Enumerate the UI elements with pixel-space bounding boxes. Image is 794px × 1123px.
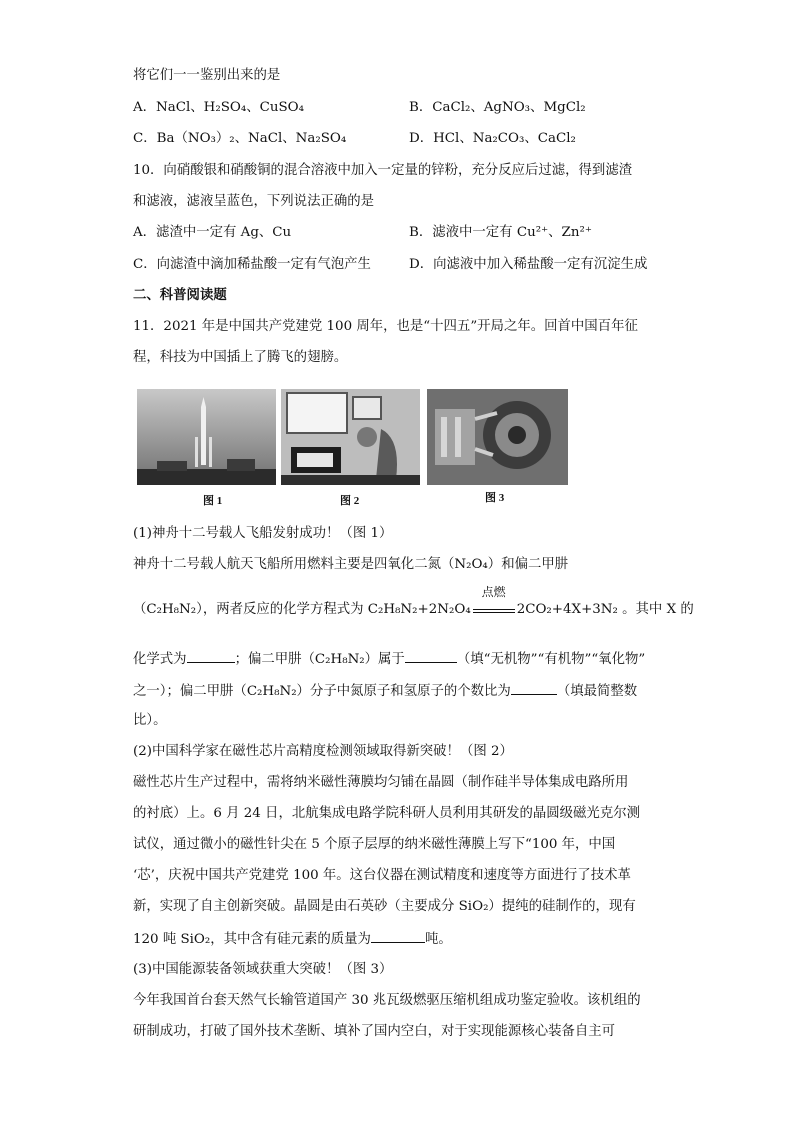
q10-stem-line1: 10．向硝酸银和硝酸铜的混合溶液中加入一定量的锌粉，充分反应后过滤，得到滤渣 (133, 163, 633, 178)
figure-1-caption: 图 1 (203, 495, 223, 507)
q9-option-b: B．CaCl₂、AgNO₃、MgCl₂ (409, 100, 586, 115)
reaction-condition: 点燃 (481, 585, 506, 599)
equation-products: 2CO₂+4X+3N₂ 。其中 X 的 (516, 602, 694, 617)
figure-3-caption: 图 3 (485, 492, 505, 504)
intro-text: 将它们一一鉴别出来的是 (133, 68, 281, 83)
q11-part1-line4 (133, 680, 637, 702)
figure-2-caption: 图 2 (340, 495, 360, 507)
prompt-atom-ratio: 之一）；偏二甲肼（C₂H₈N₂）分子中氮原子和氢原子的个数比为 (133, 684, 511, 699)
q11-part1-title: (1)神舟十二号载人飞船发射成功！（图 1） (133, 526, 393, 541)
q11-part2-line6 (133, 928, 452, 950)
prompt-silicon-mass: 120 吨 SiO₂，其中含有硅元素的质量为 (133, 932, 371, 947)
ratio-hint: （填最简整数 (556, 684, 638, 699)
q11-part1-line3 (133, 648, 645, 670)
q11-part1-line1: 神舟十二号载人航天飞船所用燃料主要是四氧化二氮（N₂O₄）和偏二甲肼 (133, 557, 569, 572)
q9-option-c: C．Ba（NO₃）₂、NaCl、Na₂SO₄ (133, 131, 347, 146)
unit-ton: 吨。 (424, 932, 452, 947)
prompt-formula-x: 化学式为 (133, 652, 187, 667)
q11-part3-title: (3)中国能源装备领域获重大突破！（图 3） (133, 962, 393, 977)
answer-blank-silicon-mass[interactable] (371, 928, 425, 943)
section-heading: 二、科普阅读题 (133, 288, 227, 303)
answer-blank-x-formula[interactable] (187, 648, 235, 663)
q11-part2-line1: 磁性芯片生产过程中，需将纳米磁性薄膜均匀铺在晶圆（制作硅半导体集成电路所用 (133, 775, 629, 790)
q9-option-d: D．HCl、Na₂CO₃、CaCl₂ (409, 131, 576, 146)
q9-option-a: A．NaCl、H₂SO₄、CuSO₄ (133, 100, 305, 115)
q11-part3-line1: 今年我国首台套天然气长输管道国产 30 兆瓦级燃驱压缩机组成功鉴定验收。该机组的 (133, 993, 641, 1008)
q11-part1-line5: 比）。 (133, 713, 167, 728)
prompt-classification: ；偏二甲肼（C₂H₈N₂）属于 (234, 652, 405, 667)
q10-option-b: B．滤液中一定有 Cu²⁺、Zn²⁺ (409, 225, 592, 240)
q11-stem-line2: 程，科技为中国插上了腾飞的翅膀。 (133, 350, 348, 365)
q11-part2-line2: 的衬底）上。6 月 24 日，北航集成电路学院科研人员利用其研发的晶圆级磁光克尔测 (133, 806, 640, 821)
q10-option-d: D．向滤液中加入稀盐酸一定有沉淀生成 (409, 257, 648, 272)
figure-1-rocket-image (137, 389, 276, 485)
q11-part2-line3: 试仪，通过微小的磁性针尖在 5 个原子层厚的纳米磁性薄膜上写下“100 年，中国 (133, 837, 616, 852)
figure-3-compressor-image (427, 389, 568, 485)
q10-stem-line2: 和滤液，滤液呈蓝色，下列说法正确的是 (133, 194, 375, 209)
reaction-arrow (471, 585, 517, 620)
classification-hint: （填“无机物”“有机物”“氧化物” (456, 652, 646, 667)
q11-part1-equation-line (133, 585, 694, 620)
q10-option-a: A．滤渣中一定有 Ag、Cu (133, 225, 292, 240)
q11-part2-line4: ‘芯’，庆祝中国共产党建党 100 年。这台仪器在测试精度和速度等方面进行了技术革 (133, 868, 631, 883)
q10-option-c: C．向滤渣中滴加稀盐酸一定有气泡产生 (133, 257, 371, 272)
q11-part2-line5: 新，实现了自主创新突破。晶圆是由石英砂（主要成分 SiO₂）提纯的硅制作的，现有 (133, 899, 636, 914)
answer-blank-atom-ratio[interactable] (511, 680, 557, 695)
figure-2-instrument-image (281, 389, 420, 485)
equation-reactants: （C₂H₈N₂），两者反应的化学方程式为 C₂H₈N₂+2N₂O₄ (133, 602, 471, 617)
q11-part3-line2: 研制成功，打破了国外技术垄断、填补了国内空白，对于实现能源核心装备自主可 (133, 1024, 616, 1039)
q11-part2-title: (2)中国科学家在磁性芯片高精度检测领域取得新突破！（图 2） (133, 744, 513, 759)
q11-stem-line1: 11．2021 年是中国共产党建党 100 周年，也是“十四五”开局之年。回首中国百年征 (133, 319, 638, 334)
answer-blank-classification[interactable] (405, 648, 457, 663)
